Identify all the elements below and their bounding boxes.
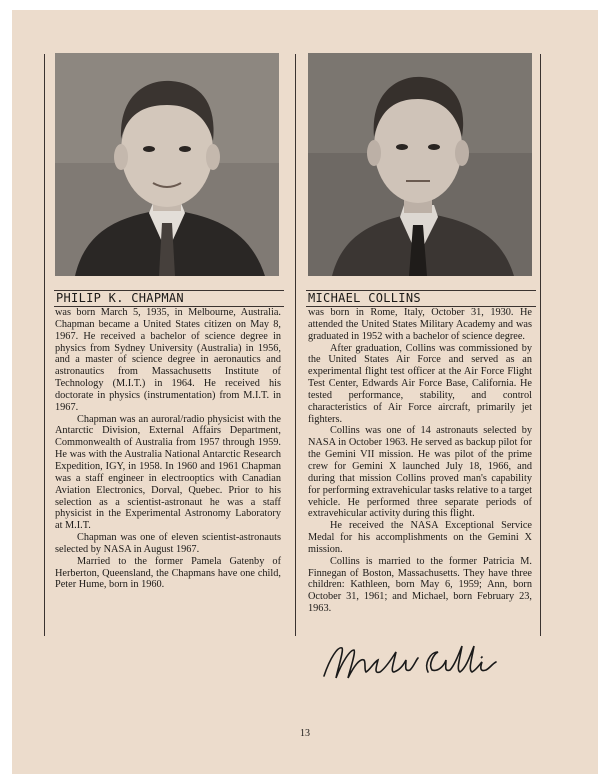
center-column-rule — [295, 54, 296, 636]
collins-bio-paragraph: Collins is married to the former Patricia M. Finnegan of Boston, Massachusetts. They have three children: Kathleen, born May 6, 1959; Ann, born October 31, 1961; and Michael, born February 23, 1963. — [308, 555, 532, 615]
chapman-bio-paragraph: was born March 5, 1935, in Melbourne, Australia. Chapman became a United States citizen on May 8, 1967. He received a bachelor of science degree in physics from Sydney University (Australia) in 1956, and a master of science degree in aeronautics and astronautics from Massachusetts Institute of Technology (M.I.T.) in 1964. He received his doctorate in physics (instrumentation) from M.I.T. in 1967. — [55, 307, 281, 413]
right-column-rule — [540, 54, 541, 636]
collins-signature — [320, 638, 510, 684]
collins-biography — [308, 307, 532, 615]
chapman-bio-paragraph: Chapman was an auroral/radio physicist with the Antarctic Division, External Affairs Department, Commonwealth of Australia from 1957 through 1959. He was with the Australia National Antarctic Research Expedition, IGY, in 1958. In 1960 and 1961 Chapman was a staff engineer in electrooptics with Canadian Aviation Electronics, Dorval, Quebec. Prior to his selection as a scientist-astronaut he was a staff physicist in the Experimental Astronomy Laboratory at M.I.T. — [55, 413, 281, 532]
collins-name-heading: MICHAEL COLLINS — [306, 290, 536, 307]
chapman-name-heading: PHILIP K. CHAPMAN — [54, 290, 284, 307]
left-column-rule — [44, 54, 45, 636]
chapman-bio-paragraph: Married to the former Pamela Gatenby of Herberton, Queensland, the Chapmans have one child, Peter Hume, born in 1960. — [55, 555, 281, 591]
chapman-bio-paragraph: Chapman was one of eleven scientist-astronauts selected by NASA in August 1967. — [55, 532, 281, 555]
collins-bio-paragraph: Collins was one of 14 astronauts selected by NASA in October 1963. He served as backup pilot for the Gemini VII mission. He was pilot of the prime crew for Gemini X launched July 18, 1966, and during that mission Collins proved man's capability for performing extravehicular tasks relative to a target vehicle. He performed three separate periods of extravehicular activity during this flight. — [308, 425, 532, 520]
chapman-biography — [55, 307, 281, 591]
booklet-page — [12, 10, 598, 774]
collins-bio-paragraph: He received the NASA Exceptional Service Medal for his accomplishments on the Gemini X mission. — [308, 520, 532, 555]
page-number: 13 — [300, 728, 310, 739]
collins-photo — [308, 53, 532, 276]
collins-bio-paragraph: was born in Rome, Italy, October 31, 1930. He attended the United States Military Academy and was graduated in 1952 with a bachelor of science degree. — [308, 307, 532, 342]
collins-bio-paragraph: After graduation, Collins was commissioned by the United States Air Force and served as an experimental flight test officer at the Air Force Flight Test Center, Edwards Air Force Base, California. He tested performance, stability, and control characteristics of Air Force aircraft, primarily jet fighters. — [308, 342, 532, 425]
chapman-photo — [55, 53, 279, 276]
